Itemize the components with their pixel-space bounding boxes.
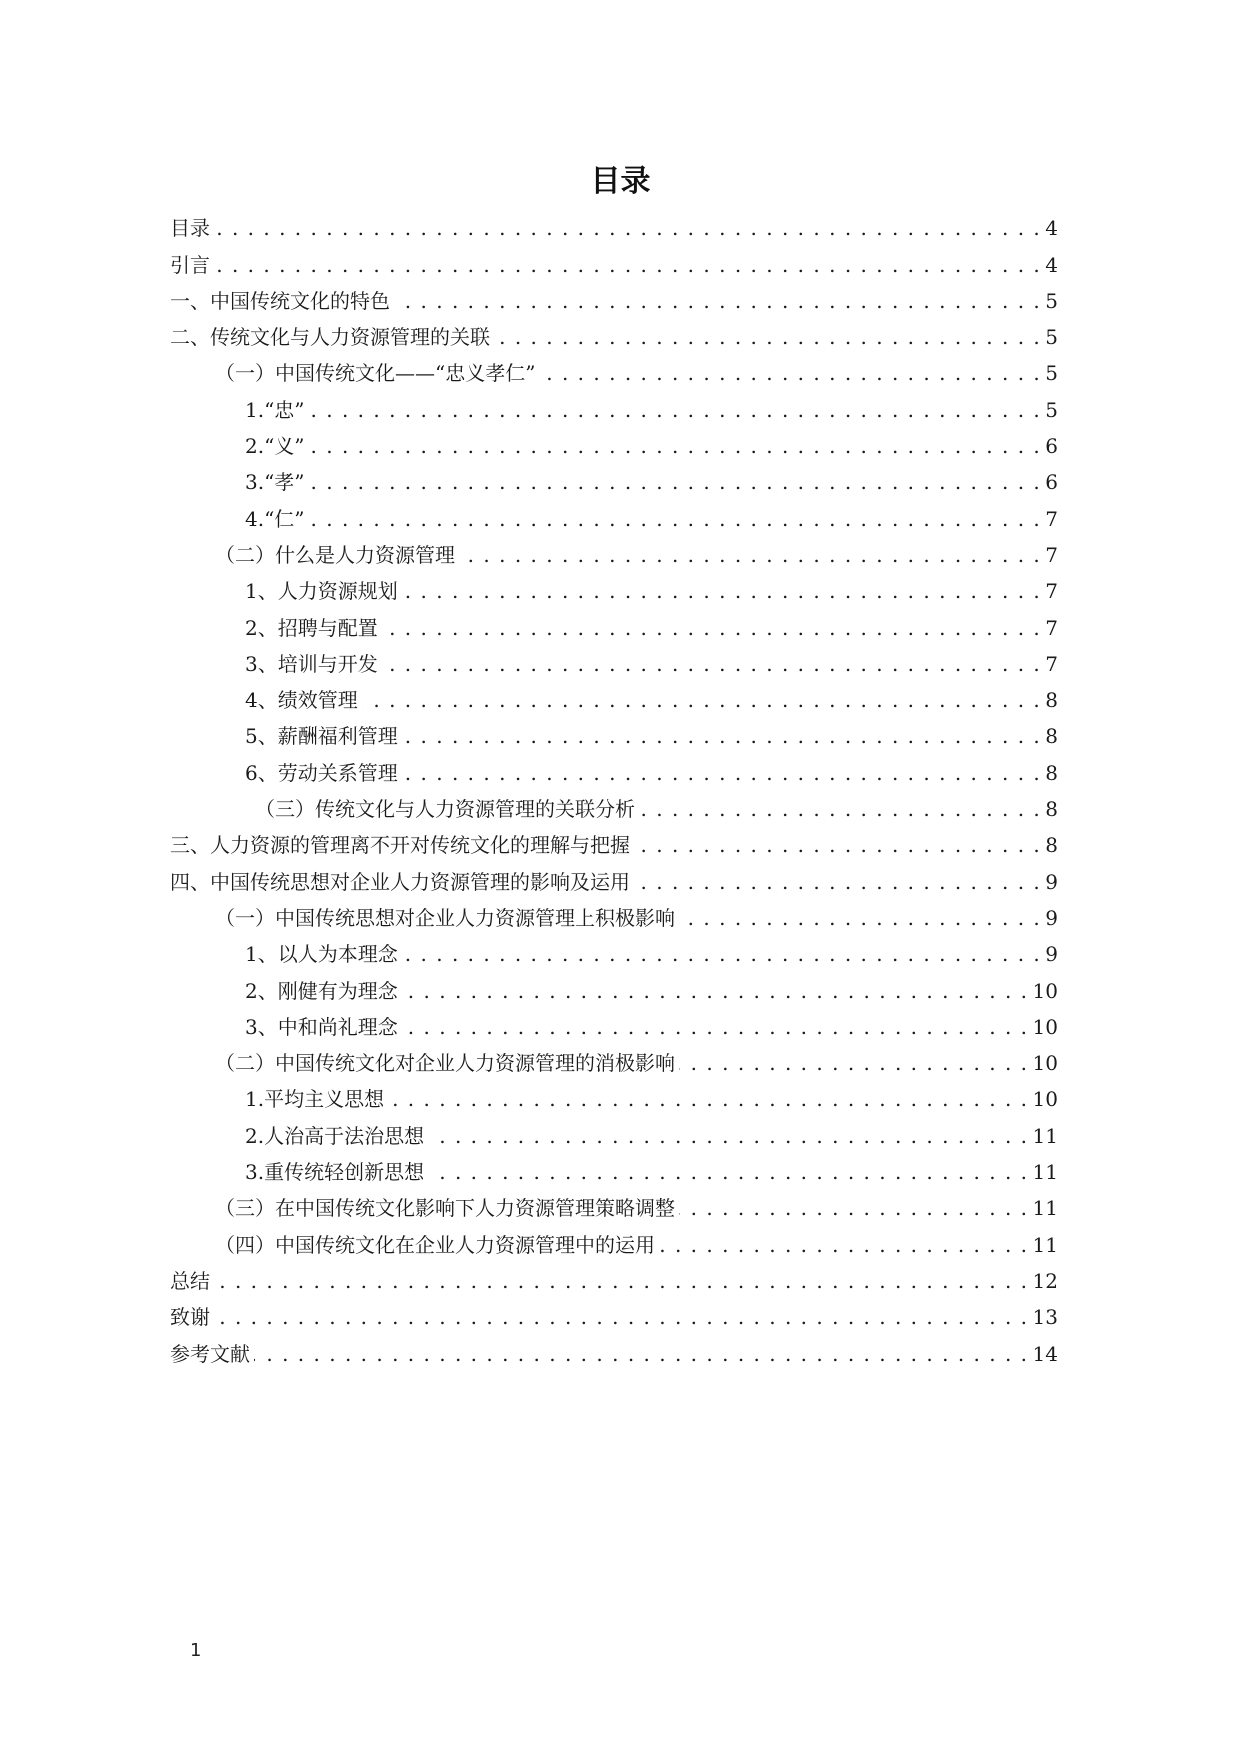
toc-entry-label: 四、中国传统思想对企业人力资源管理的影响及运用: [170, 869, 630, 894]
toc-dot-leader: [428, 1152, 1028, 1192]
toc-dot-leader: [214, 1261, 1029, 1301]
toc-entry-label: 引言: [170, 252, 210, 277]
toc-entry[interactable]: [245, 680, 1058, 721]
toc-entry[interactable]: [170, 1261, 1058, 1302]
toc-entry-page: 7: [1045, 615, 1058, 640]
toc-dot-leader: [459, 535, 1041, 575]
toc-entry-page: 9: [1045, 905, 1058, 930]
toc-dot-leader: [679, 898, 1041, 938]
toc-entry-label: 1、人力资源规划: [245, 579, 398, 604]
toc-dot-leader: [214, 245, 1041, 285]
toc-entry-page: 10: [1032, 1051, 1058, 1076]
toc-dot-leader: [382, 608, 1042, 648]
toc-dot-leader: [254, 1334, 1029, 1374]
toc-entry[interactable]: [215, 898, 1058, 939]
toc-entry-label: （二）什么是人力资源管理: [215, 542, 455, 567]
toc-dot-leader: [309, 462, 1042, 502]
toc-entry-label: 1、以人为本理念: [245, 942, 398, 967]
toc-entry-page: 7: [1045, 506, 1058, 531]
toc-entry[interactable]: [170, 861, 1058, 902]
toc-entry-page: 11: [1032, 1123, 1058, 1148]
page-number: 1: [190, 1640, 202, 1661]
toc-entry[interactable]: [170, 208, 1058, 249]
toc-entry-page: 9: [1045, 942, 1058, 967]
toc-entry-page: 4: [1045, 252, 1058, 277]
toc-entry-label: 总结: [170, 1268, 210, 1293]
toc-dot-leader: [402, 1007, 1029, 1047]
toc-dot-leader: [402, 716, 1042, 756]
toc-entry-label: 1.“忠”: [245, 397, 305, 422]
toc-entry[interactable]: [170, 1333, 1058, 1374]
toc-entry-page: 5: [1045, 397, 1058, 422]
toc-dot-leader: [388, 1079, 1028, 1119]
toc-entry-page: 6: [1045, 470, 1058, 495]
toc-dot-leader: [634, 862, 1041, 902]
toc-entry-label: 2.人治高于法治思想: [245, 1123, 425, 1148]
toc-entry[interactable]: [245, 644, 1058, 685]
toc-entry-page: 10: [1032, 1087, 1058, 1112]
toc-dot-leader: [659, 1225, 1029, 1265]
toc-dot-leader: [402, 934, 1042, 974]
toc-entry-label: 3.重传统轻创新思想: [245, 1160, 425, 1185]
toc-entry-label: 参考文献: [170, 1341, 250, 1366]
toc-dot-leader: [309, 426, 1042, 466]
toc-entry-page: 10: [1032, 978, 1058, 1003]
toc-entry-label: 2、招聘与配置: [245, 615, 378, 640]
toc-dot-leader: [402, 971, 1029, 1011]
toc-entry-page: 5: [1045, 325, 1058, 350]
toc-entry[interactable]: [245, 934, 1058, 975]
toc-entry-page: 6: [1045, 434, 1058, 459]
toc-entry-label: 1.平均主义思想: [245, 1087, 385, 1112]
toc-entry-label: （一）中国传统文化——“忠义孝仁”: [215, 361, 536, 386]
toc-entry-label: 目录: [170, 216, 210, 241]
toc-dot-leader: [634, 825, 1041, 865]
toc-entry-label: 一、中国传统文化的特色: [170, 288, 390, 313]
toc-entry[interactable]: [245, 571, 1058, 612]
toc-entry[interactable]: [170, 1297, 1058, 1338]
toc-entry-page: 8: [1045, 724, 1058, 749]
toc-entry[interactable]: [245, 970, 1058, 1011]
toc-entry-label: （二）中国传统文化对企业人力资源管理的消极影响: [215, 1051, 675, 1076]
toc-entry[interactable]: [245, 426, 1058, 467]
toc-entry-page: 8: [1045, 760, 1058, 785]
toc-entry-page: 14: [1032, 1341, 1058, 1366]
toc-entry-label: （三）在中国传统文化影响下人力资源管理策略调整: [215, 1196, 675, 1221]
toc-dot-leader: [394, 281, 1041, 321]
toc-entry[interactable]: [215, 353, 1058, 394]
toc-entry-page: 10: [1032, 1014, 1058, 1039]
toc-entry-label: 5、薪酬福利管理: [245, 724, 398, 749]
toc-entry-page: 11: [1032, 1232, 1058, 1257]
toc-dot-leader: [382, 644, 1042, 684]
toc-dot-leader: [639, 789, 1041, 829]
toc-entry-page: 11: [1032, 1160, 1058, 1185]
toc-entry-page: 4: [1045, 216, 1058, 241]
toc-title: 目录: [590, 164, 651, 199]
toc-entry[interactable]: [245, 753, 1058, 794]
toc-dot-leader: [402, 571, 1042, 611]
toc-entry-page: 5: [1045, 361, 1058, 386]
toc-dot-leader: [679, 1188, 1029, 1228]
toc-entry[interactable]: [245, 1007, 1058, 1048]
toc-entry[interactable]: [245, 390, 1058, 431]
toc-entry-label: 2、刚健有为理念: [245, 978, 398, 1003]
toc-entry-page: 5: [1045, 288, 1058, 313]
toc-entry-label: 4、绩效管理: [245, 688, 358, 713]
toc-entry-label: 3.“孝”: [245, 470, 305, 495]
toc-dot-leader: [494, 317, 1041, 357]
toc-entry[interactable]: [245, 1152, 1058, 1193]
toc-entry-page: 7: [1045, 651, 1058, 676]
toc-entry-label: （一）中国传统思想对企业人力资源管理上积极影响: [215, 905, 675, 930]
toc-entry-page: 11: [1032, 1196, 1058, 1221]
toc-dot-leader: [309, 499, 1042, 539]
toc-dot-leader: [214, 1297, 1029, 1337]
toc-entry-page: 7: [1045, 579, 1058, 604]
toc-entry[interactable]: [170, 317, 1058, 358]
toc-dot-leader: [214, 208, 1041, 248]
toc-entry-label: 二、传统文化与人力资源管理的关联: [170, 325, 490, 350]
toc-entry-label: 3、中和尚礼理念: [245, 1014, 398, 1039]
toc-entry[interactable]: [170, 244, 1058, 285]
toc-entry-page: 8: [1045, 833, 1058, 858]
toc-entry-label: （三）传统文化与人力资源管理的关联分析: [255, 797, 635, 822]
toc-entry[interactable]: [215, 1043, 1058, 1084]
toc-entry-page: 9: [1045, 869, 1058, 894]
toc-entry-label: 4.“仁”: [245, 506, 305, 531]
toc-entry-label: （四）中国传统文化在企业人力资源管理中的运用: [215, 1232, 655, 1257]
toc-entry-label: 三、人力资源的管理离不开对传统文化的理解与把握: [170, 833, 630, 858]
toc-entry[interactable]: [170, 281, 1058, 322]
toc-entry-page: 13: [1032, 1305, 1058, 1330]
toc-entry-label: 2.“义”: [245, 434, 305, 459]
toc-dot-leader: [362, 680, 1042, 720]
toc-entry-page: 8: [1045, 797, 1058, 822]
toc-dot-leader: [679, 1043, 1029, 1083]
toc-entry[interactable]: [245, 1116, 1058, 1157]
toc-entry[interactable]: [245, 1079, 1058, 1120]
toc-entry-label: 3、培训与开发: [245, 651, 378, 676]
toc-dot-leader: [539, 353, 1041, 393]
toc-entry[interactable]: [215, 1224, 1058, 1265]
toc-entry-label: 致谢: [170, 1305, 210, 1330]
toc-entry-page: 12: [1032, 1268, 1058, 1293]
toc-entry[interactable]: [245, 462, 1058, 503]
toc-entry-page: 8: [1045, 688, 1058, 713]
toc-entry[interactable]: [215, 535, 1058, 576]
toc-entry[interactable]: [170, 825, 1058, 866]
toc-entry[interactable]: [245, 607, 1058, 648]
toc-entry[interactable]: [245, 716, 1058, 757]
toc-dot-leader: [428, 1116, 1028, 1156]
toc-entry-page: 7: [1045, 542, 1058, 567]
toc-dot-leader: [402, 753, 1042, 793]
toc-entry[interactable]: [215, 1188, 1058, 1229]
toc-entry-label: 6、劳动关系管理: [245, 760, 398, 785]
toc-dot-leader: [309, 390, 1042, 430]
toc-entry[interactable]: [245, 498, 1058, 539]
toc-entry[interactable]: [255, 789, 1058, 830]
